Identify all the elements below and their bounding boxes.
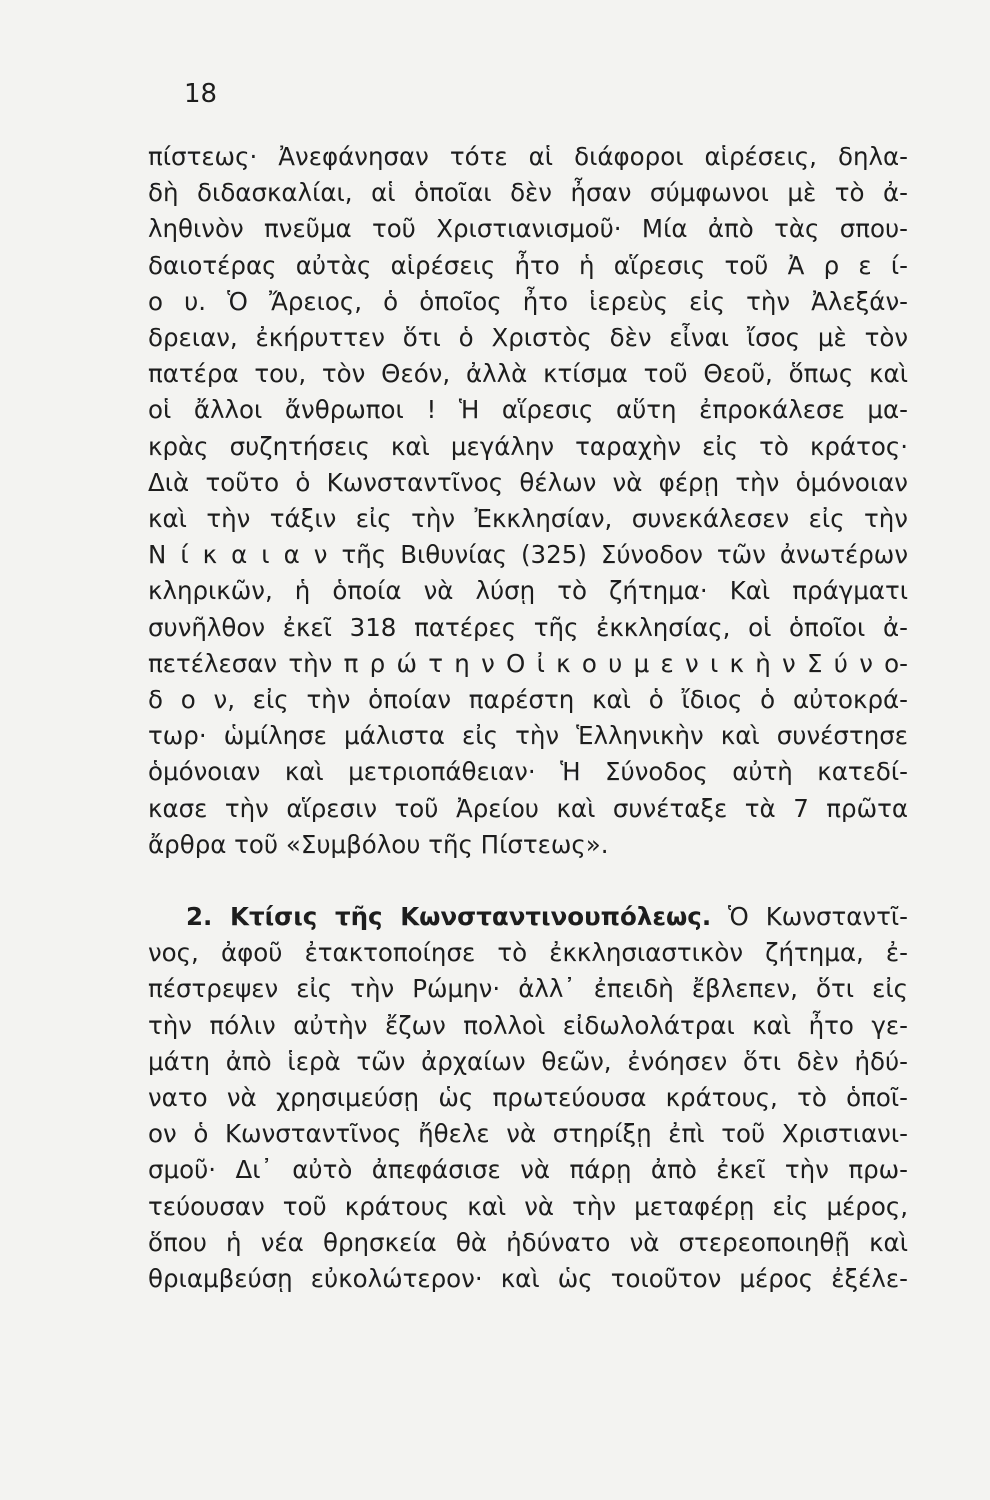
text-line: κασε τὴν αἵρεσιν τοῦ Ἀρείου καὶ συνέταξε τὰ 7 πρῶτα [148, 793, 908, 823]
text-line: καὶ τὴν τάξιν εἰς τὴν Ἐκκλησίαν, συνεκάλεσεν εἰς τὴν [148, 504, 908, 534]
text-line: κληρικῶν, ἡ ὁποία νὰ λύσῃ τὸ ζήτημα· Καὶ πράγματι [148, 576, 908, 606]
text-line: κρὰς συζητήσεις καὶ μεγάλην ταραχὴν εἰς τὸ κράτος· [148, 431, 908, 461]
text-line: πέστρεψεν εἰς τὴν Ρώμην· ἀλλ᾽ ἐπειδὴ ἔβλεπεν, ὅτι εἰς [148, 974, 908, 1004]
text-line: δαιοτέρας αὐτὰς αἱρέσεις ἦτο ἡ αἵρεσις τοῦ Ἀ ρ ε ί- [148, 250, 908, 280]
text-run: Ὁ Κωνσταντῖ- [728, 902, 908, 932]
text-line: πατέρα του, τὸν Θεόν, ἀλλὰ κτίσμα τοῦ Θεοῦ, ὅπως καὶ [148, 359, 908, 389]
text-line: ὅπου ἡ νέα θρησκεία θὰ ἠδύνατο νὰ στερεοποιηθῇ καὶ [148, 1227, 908, 1257]
text-line: δ ο ν, εἰς τὴν ὁποίαν παρέστη καὶ ὁ ἴδιος ὁ αὐτοκρά- [148, 685, 908, 715]
text-line: ον ὁ Κωνσταντῖνος ἤθελε νὰ στηρίξῃ ἐπὶ τοῦ Χριστιανι- [148, 1119, 908, 1149]
text-line: συνῆλθον ἐκεῖ 318 πατέρες τῆς ἐκκλησίας, οἱ ὁποῖοι ἀ- [148, 612, 908, 642]
paragraph-christian-heresies [148, 139, 908, 863]
text-line: πετέλεσαν τὴν π ρ ώ τ η ν Ο ἰ κ ο υ μ ε ν ι κ ὴ ν Σ ύ ν ο- [148, 648, 908, 678]
section-founding-of-constantinople [148, 899, 908, 1297]
text-line: θριαμβεύσῃ εὐκολώτερον· καὶ ὡς τοιοῦτον μέρος ἐξέλε- [148, 1264, 908, 1294]
text-block [148, 139, 908, 1297]
text-line: νατο νὰ χρησιμεύσῃ ὡς πρωτεύουσα κράτους, τὸ ὁποῖ- [148, 1083, 908, 1113]
text-line: ληθινὸν πνεῦμα τοῦ Χριστιανισμοῦ· Μία ἀπὸ τὰς σπου- [148, 214, 908, 244]
section-first-line [148, 899, 908, 935]
text-line: νος, ἀφοῦ ἐτακτοποίησε τὸ ἐκκλησιαστικὸν ζήτημα, ἐ- [148, 938, 908, 968]
text-line: σμοῦ· Δι᾽ αὐτὸ ἀπεφάσισε νὰ πάρῃ ἀπὸ ἐκεῖ τὴν πρω- [148, 1155, 908, 1185]
text-line: δὴ διδασκαλίαι, αἱ ὁποῖαι δὲν ἦσαν σύμφωνοι μὲ τὸ ἀ- [148, 178, 908, 208]
text-line: τὴν πόλιν αὐτὴν ἔζων πολλοὶ εἰδωλολάτραι καὶ ἦτο γε- [148, 1010, 908, 1040]
text-line: τωρ· ὡμίλησε μάλιστα εἰς τὴν Ἑλληνικὴν καὶ συνέστησε [148, 721, 908, 751]
section-heading: 2. Κτίσις τῆς Κωνσταντινουπόλεως. [186, 902, 712, 932]
text-line: δρειαν, ἐκήρυττεν ὅτι ὁ Χριστὸς δὲν εἶναι ἴσος μὲ τὸν [148, 323, 908, 353]
text-line: μάτη ἀπὸ ἱερὰ τῶν ἀρχαίων θεῶν, ἐνόησεν ὅτι δὲν ἠδύ- [148, 1046, 908, 1076]
page-number: 18 [184, 79, 218, 109]
text-line: Ν ί κ α ι α ν τῆς Βιθυνίας (325) Σύνοδον τῶν ἀνωτέρων [148, 540, 908, 570]
text-line: ἄρθρα τοῦ «Συμβόλου τῆς Πίστεως». [148, 829, 609, 859]
text-line: τεύουσαν τοῦ κράτους καὶ νὰ τὴν μεταφέρῃ εἰς μέρος, [148, 1191, 908, 1221]
text-line: οἱ ἄλλοι ἄνθρωποι ! Ἡ αἵρεσις αὕτη ἐπροκάλεσε μα- [148, 395, 908, 425]
text-line: ὁμόνοιαν καὶ μετριοπάθειαν· Ἡ Σύνοδος αὐτὴ κατεδί- [148, 757, 908, 787]
text-line: ο υ. Ὁ Ἄρειος, ὁ ὁποῖος ἦτο ἱερεὺς εἰς τὴν Ἀλεξάν- [148, 286, 908, 316]
text-line: πίστεως· Ἀνεφάνησαν τότε αἱ διάφοροι αἱρέσεις, δηλα- [148, 142, 908, 171]
text-line: Διὰ τοῦτο ὁ Κωνσταντῖνος θέλων νὰ φέρῃ τὴν ὁμόνοιαν [148, 467, 908, 497]
